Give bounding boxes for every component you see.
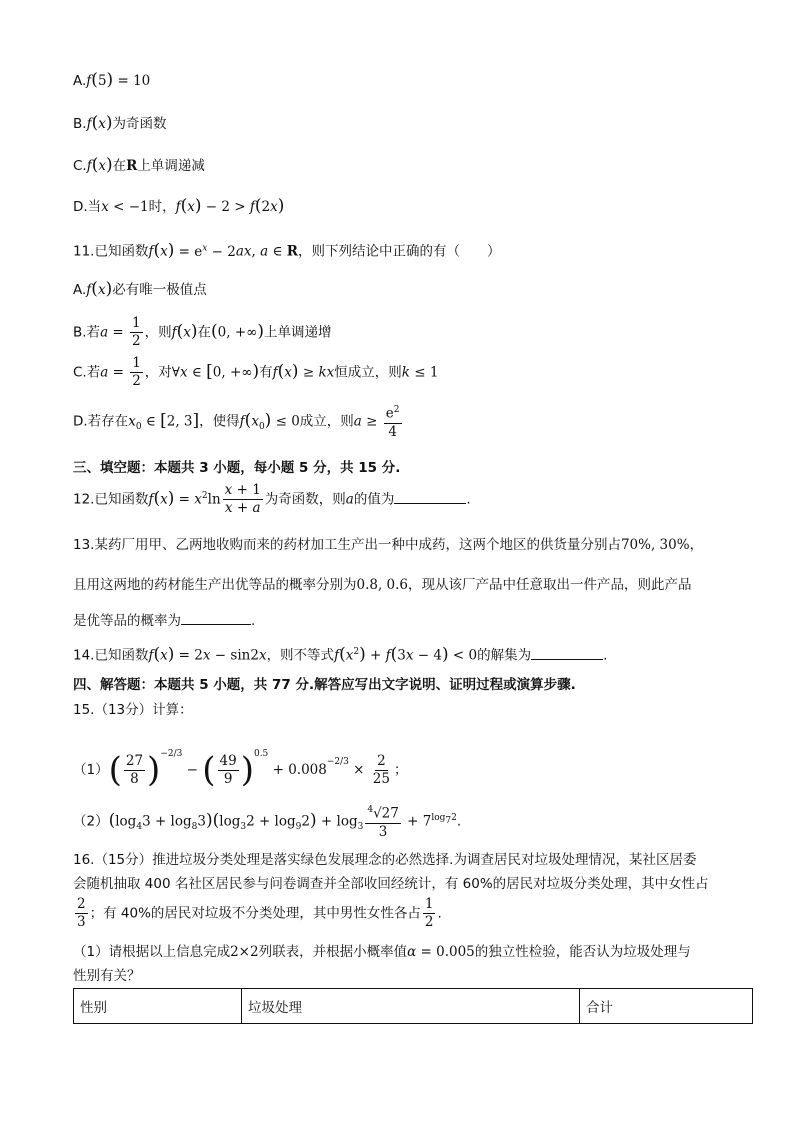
question-16-line-3: $\frac{2}{3}$ ；有 40%的居民对垃圾不分类处理，其中男性女性各占 $\frac{1}{2}$ .	[77, 896, 442, 930]
option-b-q11: B.若a = $\frac{1}{2}$ ，则f(x)在(0, +∞)上单调递增	[73, 315, 332, 349]
option-b-q10: B.f(x)为奇函数	[73, 113, 167, 133]
option-a-q11: A.f(x)必有唯一极值点	[73, 279, 207, 299]
contingency-table	[73, 988, 753, 1024]
table-row	[74, 989, 753, 1024]
question-13-line-3: 是优等品的概率为 .	[73, 610, 255, 631]
question-14: 14.已知函数f(x) = 2x − sin2x，则不等式$f(x^2) + f(3x - 4) < 0$的解集为 .	[73, 644, 608, 665]
option-d-q11: D.若存在$x_0$ ∈ [2, 3]，使得$f(x_0) \le 0$成立，则a ≥ $\frac{e^2}{4}$	[73, 402, 404, 441]
section-4-title: 四、解答题：本题共 5 小题，共 77 分.解答应写出文字说明、证明过程或演算步骤.	[73, 677, 576, 693]
option-a-q10: A.f(5) = 10	[73, 70, 151, 90]
question-16-part-1-cont: 性别有关？	[73, 968, 141, 984]
option-c-q11: C.若a = $\frac{1}{2}$ ，对∀x ∈ [0, +∞)有f(x) ≥ kx恒成立，则k ≤ 1	[73, 355, 439, 389]
question-16-line-2: 会随机抽取 400 名社区居民参与问卷调查并全部收回经统计，有 60%的居民对垃圾分类处理，其中女性占	[73, 876, 709, 892]
question-13-line-1: 13.某药厂用甲、乙两地收购而来的药材加工生产出一种中成药，这两个地区的供货量分别占70%, 30%，	[73, 537, 704, 553]
question-15-title: 15.（13分）计算：	[73, 702, 193, 718]
table-header-waste: 垃圾处理	[242, 989, 580, 1024]
question-13-line-2: 且用这两地的药材能生产出优等品的概率分别为0.8, 0.6，现从该厂产品中任意取出一件产品，则此产品	[73, 577, 692, 593]
table-header-total: 合计	[580, 989, 753, 1024]
question-16-part-1: （1）请根据以上信息完成2×2列联表，并根据小概率值α = 0.005的独立性检验，能否认为垃圾处理与	[73, 944, 691, 960]
option-d-q10: D.当x < −1时，f(x) − 2 > f(2x)	[73, 196, 285, 216]
table-header-gender: 性别	[74, 989, 242, 1024]
question-12: 12.已知函数$f(x) = x^2\ln$ $\frac{x + 1}{x + a}$ 为奇函数，则a的值为 .	[73, 482, 471, 516]
question-11-stem: 11.已知函数$f(x) = e^x - 2ax$, a ∈ R，则下列结论中正确的有（ ）	[73, 240, 501, 261]
question-16-line-1: 16.（15分）推进垃圾分类处理是落实绿色发展理念的必然选择.为调查居民对垃圾处理情况，某社区居委	[73, 852, 697, 868]
option-c-q10: C.f(x)在R上单调递减	[73, 155, 205, 175]
question-15-part-1: （1）( $\frac{27}{8}$ )$^{-2/3}$ − ( $\frac{49}{9}$ )$^{0.5} + 0.008^{-2/3}$ × $\frac{2}{25}$ ；	[73, 749, 408, 790]
section-3-title: 三、填空题：本题共 3 小题，每小题 5 分，共 15 分.	[73, 460, 401, 476]
question-15-part-2: $(2)(\log_43 + \log_83)(\log_32 + \log_92) + \log_3$ $\frac{^4√27}{3}$ + $7^{log_72}$.	[73, 802, 461, 842]
